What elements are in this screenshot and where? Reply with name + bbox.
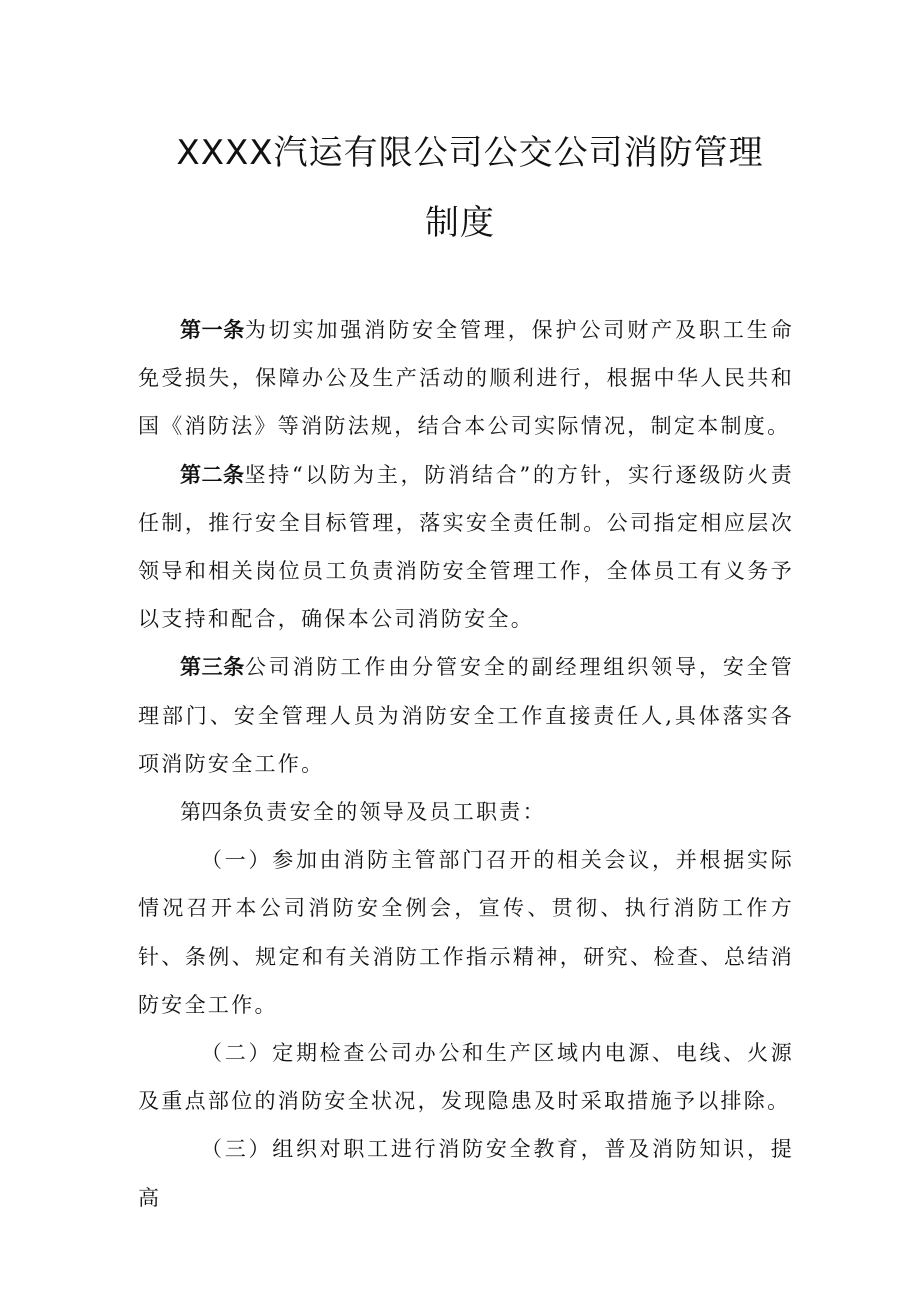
- article-text: 为切实加强消防安全管理，保护公司财产及职工生命免受损失，保障办公及生产活动的顺利进行，根据中华人民共和国《消防法》等消防法规，结合本公司实际情况，制定本制度。: [138, 318, 794, 439]
- article-label: 第二条: [180, 462, 245, 487]
- article-text: 坚持“以防为主，防消结合”的方针，实行逐级防火责任制，推行安全目标管理，落实安全责任制。公司指定相应层次领导和相关岗位员工负责消防安全管理工作，全体员工有义务予以支持和配合，确保本公司消防安全。: [138, 462, 795, 632]
- document-body: [138, 306, 794, 1222]
- article-label: 第一条: [180, 318, 245, 342]
- article-4: [138, 788, 794, 836]
- document-title-line-1: XXXX汽运有限公司公交公司消防管理: [176, 133, 764, 173]
- article-4-item-2: （二）定期检查公司办公和生产区域内电源、电线、火源及重点部位的消防安全状况，发现隐患及时采取措施予以排除。: [138, 1041, 794, 1114]
- article-3: [138, 643, 794, 788]
- article-label: 第四条: [180, 800, 243, 825]
- article-label: 第三条: [180, 655, 245, 680]
- article-text: 公司消防工作由分管安全的副经理组织领导，安全管理部门、安全管理人员为消防安全工作直接责任人,具体落实各项消防安全工作。: [138, 655, 794, 776]
- article-2: [138, 451, 794, 644]
- article-1: [138, 306, 794, 451]
- article-4-item-3: （三）组织对职工进行消防安全教育，普及消防知识，提高: [138, 1137, 794, 1210]
- document-title-line-2: 制度: [425, 203, 495, 243]
- article-4-item-1: （一）参加由消防主管部门召开的相关会议，并根据实际情况召开本公司消防安全例会，宣传、贯彻、执行消防工作方针、条例、规定和有关消防工作指示精神，研究、检查、总结消防安全工作。: [138, 848, 794, 1017]
- article-text: 负责安全的领导及员工职责：: [243, 800, 546, 825]
